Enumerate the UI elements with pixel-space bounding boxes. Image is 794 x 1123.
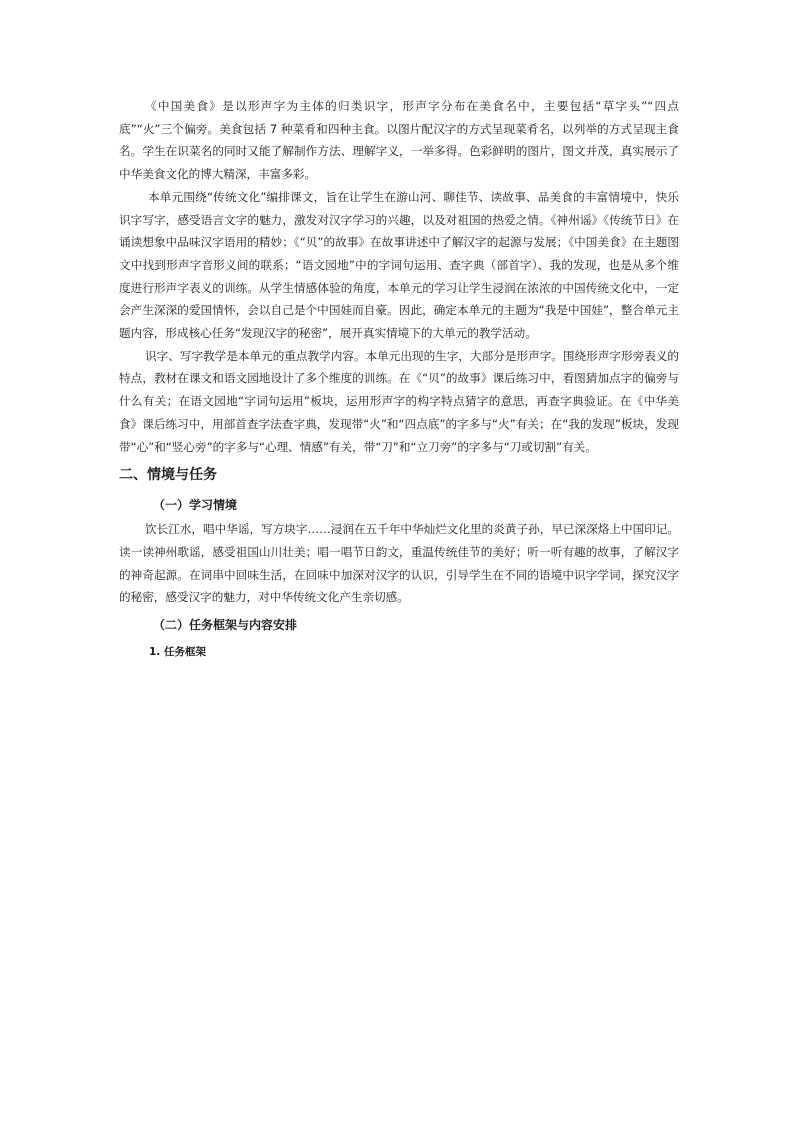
subsection-heading-task-framework: （二）任务框架与内容安排 [153,618,298,633]
paragraph-unit-overview: 本单元围绕“传统文化”编排课文，旨在让学生在游山河、聊佳节、读故事、品美食的丰富情境中，快乐识字写字，感受语言文字的魅力，激发对汉字学习的兴趣，以及对祖国的热爱之情。《神州谣》《传统节日》在诵读想象中品味汉字语用的精妙；《“贝”的故事》在故事讲述中了解汉字的起源与发展；《中国美食》在主题图文中找到形声字音形义间的联系；“语文园地”中的字词句运用、查字典（部首字）、我的发现，也是从多个维度进行形声字表义的训练。从学生情感体验的角度，本单元的学习让学生浸润在浓浓的中国传统文化中，一定会产生深深的爱国情怀，会以自己是个中国娃而自豪。因此，确定本单元的主题为“我是中国娃”，整合单元主题内容，形成核心任务“发现汉字的秘密”，展开真实情境下的大单元的教学活动。 [119,189,679,341]
document-body [119,95,679,663]
paragraph-literacy-teaching: 识字、写字教学是本单元的重点教学内容。本单元出现的生字，大部分是形声字。围绕形声字形旁表义的特点，教材在课文和语文园地设计了多个维度的训练。在《“贝”的故事》课后练习中，看图猜加点字的偏旁与什么有关；在语文园地“字词句运用”板块，运用形声字的构字特点猜字的意思，再查字典验证。在《中华美食》课后练习中，用部首查字法查字典，发现带“火”和“四点底”的字多与“火”有关；在“我的发现”板块，发现带“心”和“竖心旁”的字多与“心理、情感”有关，带“刀”和“立刀旁”的字多与“刀或切割”有关。 [119,348,679,454]
section-heading-context-task: 二、情境与任务 [119,467,217,484]
paragraph-chinese-food: 《中国美食》是以形声字为主体的归类识字，形声字分布在美食名中，主要包括“草字头”“四点底”“火”三个偏旁。美食包括 7 种菜肴和四种主食。以图片配汉字的方式呈现菜肴名，以列举的方式呈现主食名。学生在识菜名的同时又能了解制作方法、理解字义，一举多得。色彩鲜明的图片，图文并茂，真实展示了中华美食文化的博大精深，丰富多彩。 [119,99,679,182]
subsection-heading-learning-context: （一）学习情境 [153,498,238,513]
paragraph-learning-context: 饮长江水，唱中华谣，写方块字……浸润在五千年中华灿烂文化里的炎黄子孙，早已深深烙上中国印记。读一读神州歌谣，感受祖国山川壮美；唱一唱节日韵文，重温传统佳节的美好；听一听有趣的故事，了解汉字的神奇起源。在词串中回味生活，在回味中加深对汉字的认识，引导学生在不同的语境中识字学词，探究汉字的秘密，感受汉字的魅力，对中华传统文化产生亲切感。 [119,522,679,605]
item-heading-task-framework: 1. 任务框架 [149,646,206,659]
